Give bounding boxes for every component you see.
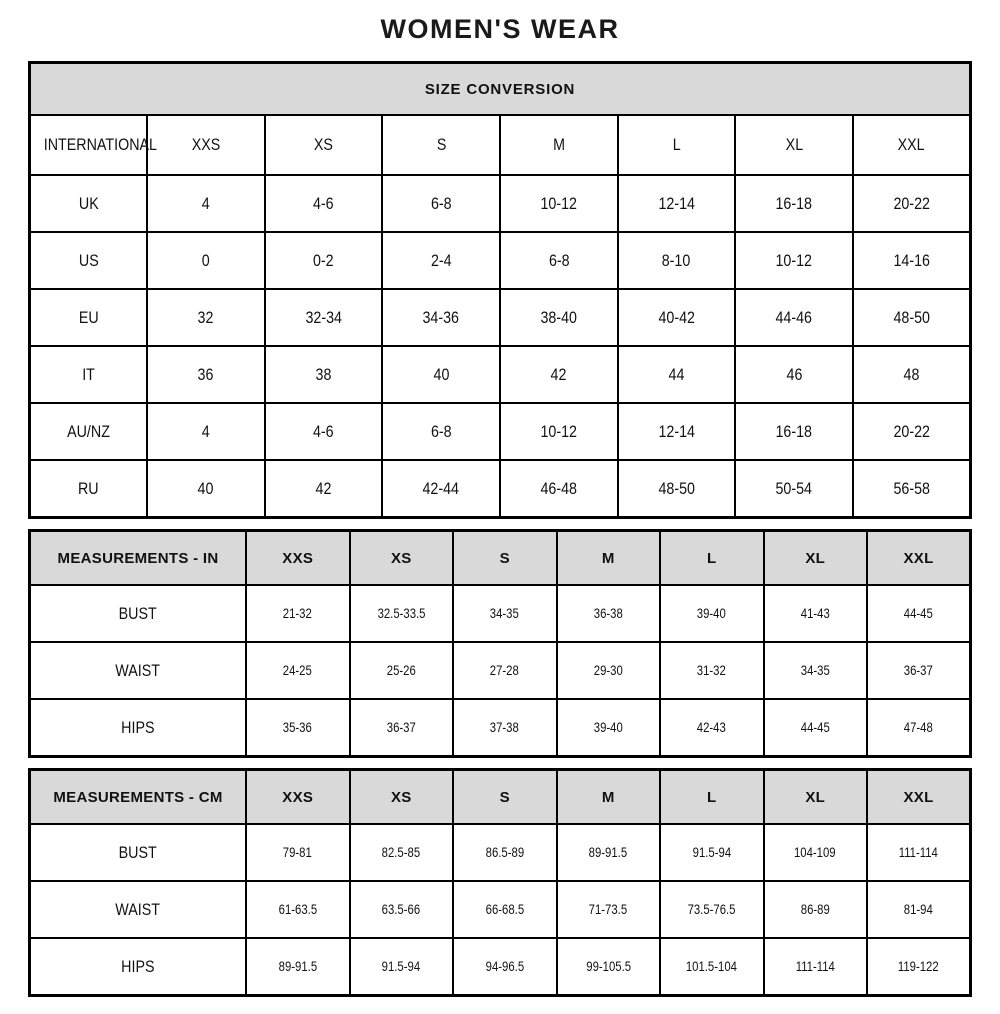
row-label (30, 232, 148, 289)
cell-text: MEASUREMENTS - CM (53, 788, 223, 806)
value-cell (660, 881, 764, 938)
column-header (867, 531, 971, 586)
cell-text: 32 (197, 307, 214, 327)
cell-text: MEASUREMENTS - IN (57, 549, 219, 567)
row-label (30, 699, 247, 757)
table-row (30, 175, 971, 232)
value-cell (660, 642, 764, 699)
cell-text: 86.5-89 (485, 845, 524, 860)
cell-text: 39-40 (593, 720, 623, 735)
cell-text: 50-54 (775, 478, 813, 498)
cell-text: 34-36 (422, 307, 460, 327)
value-cell (246, 881, 350, 938)
cell-text: 94-96.5 (485, 959, 524, 974)
cell-text: XS (314, 135, 334, 154)
column-header (350, 531, 454, 586)
value-cell (660, 824, 764, 881)
corner-header (30, 531, 247, 586)
cell-text: 0 (201, 250, 210, 270)
value-cell (246, 938, 350, 996)
table-row (30, 585, 971, 642)
cell-text: S (436, 135, 446, 154)
cell-text: 111-114 (898, 845, 939, 860)
corner-header (30, 770, 247, 825)
cell-text: US (78, 250, 99, 270)
cell-text: M (552, 135, 565, 154)
cell-text: 38-40 (540, 307, 578, 327)
cell-text: XL (805, 549, 826, 567)
cell-text: 4-6 (313, 421, 334, 441)
cell-text: 36-38 (593, 606, 623, 621)
table-row (30, 824, 971, 881)
cell-text: 20-22 (893, 421, 930, 441)
value-cell (500, 289, 618, 346)
cell-text: AU/NZ (67, 421, 110, 441)
cell-text: 40 (433, 364, 450, 384)
cell-text: WAIST (115, 899, 161, 919)
value-cell (350, 585, 454, 642)
column-header (618, 115, 736, 175)
value-cell (147, 403, 265, 460)
column-header (382, 115, 500, 175)
cell-text: 47-48 (903, 720, 934, 735)
value-cell (453, 881, 557, 938)
cell-text: 37-38 (490, 720, 520, 735)
cell-text: 24-25 (283, 663, 313, 678)
cell-text: 42 (315, 478, 332, 498)
value-cell (147, 460, 265, 518)
cell-text: 36-37 (903, 663, 934, 678)
cell-text: 36 (197, 364, 214, 384)
value-cell (853, 403, 971, 460)
value-cell (618, 346, 736, 403)
value-cell (350, 824, 454, 881)
cell-text: 40-42 (658, 307, 695, 327)
row-label (30, 824, 247, 881)
value-cell (246, 642, 350, 699)
cell-text: XXS (282, 549, 314, 567)
cell-text: RU (78, 478, 99, 498)
value-cell (660, 585, 764, 642)
cell-text: 10-12 (540, 193, 578, 213)
table-header-row (30, 770, 971, 825)
cell-text: BUST (118, 603, 158, 623)
cell-text: L (707, 549, 717, 567)
value-cell (853, 175, 971, 232)
cell-text: 20-22 (893, 193, 930, 213)
value-cell (853, 289, 971, 346)
column-header (246, 770, 350, 825)
cell-text: 34-35 (800, 663, 830, 678)
cell-text: 32-34 (305, 307, 342, 327)
cell-text: XXS (191, 135, 221, 154)
value-cell (147, 346, 265, 403)
cell-text: 10-12 (540, 421, 578, 441)
cell-text: 8-10 (662, 250, 691, 270)
cell-text: 41-43 (800, 606, 830, 621)
column-header (453, 531, 557, 586)
cell-text: XXL (903, 788, 934, 806)
cell-text: 56-58 (893, 478, 930, 498)
value-cell (382, 403, 500, 460)
cell-text: XS (390, 549, 412, 567)
cell-text: 44-46 (775, 307, 813, 327)
value-cell (618, 403, 736, 460)
table-title (30, 63, 971, 116)
cell-text: 81-94 (903, 902, 934, 917)
cell-text: 119-122 (898, 959, 939, 974)
cell-text: 101.5-104 (686, 959, 738, 974)
cell-text: EU (78, 307, 99, 327)
value-cell (557, 824, 661, 881)
cell-text: 16-18 (775, 193, 813, 213)
cell-text: 79-81 (283, 845, 313, 860)
cell-text: 40 (197, 478, 214, 498)
cell-text: 73.5-76.5 (687, 902, 736, 917)
value-cell (764, 938, 868, 996)
value-cell (735, 232, 853, 289)
value-cell (735, 289, 853, 346)
value-cell (557, 642, 661, 699)
cell-text: 91.5-94 (382, 959, 421, 974)
row-label (30, 881, 247, 938)
value-cell (382, 232, 500, 289)
value-cell (867, 642, 971, 699)
cell-text: 46 (786, 364, 803, 384)
column-header (764, 531, 868, 586)
cell-text: UK (78, 193, 99, 213)
table-row (30, 938, 971, 996)
value-cell (618, 460, 736, 518)
corner-header (30, 115, 157, 175)
value-cell (246, 699, 350, 757)
value-cell (500, 403, 618, 460)
cell-text: XS (390, 788, 412, 806)
column-header (350, 770, 454, 825)
cell-text: 36-37 (386, 720, 416, 735)
value-cell (853, 346, 971, 403)
column-header (246, 531, 350, 586)
cell-text: 35-36 (283, 720, 313, 735)
cell-text: 29-30 (593, 663, 623, 678)
cell-text: 99-105.5 (585, 959, 631, 974)
cell-text: 48 (903, 364, 920, 384)
cell-text: 10-12 (775, 250, 813, 270)
value-cell (867, 699, 971, 757)
value-cell (735, 460, 853, 518)
value-cell (618, 175, 736, 232)
measurements-cm-table (28, 768, 972, 997)
value-cell (382, 346, 500, 403)
value-cell (265, 232, 383, 289)
cell-text: 44 (668, 364, 685, 384)
cell-text: 6-8 (430, 421, 452, 441)
value-cell (500, 232, 618, 289)
cell-text: 44-45 (903, 606, 934, 621)
cell-text: 31-32 (697, 663, 727, 678)
value-cell (500, 175, 618, 232)
page-title: WOMEN'S WEAR (380, 14, 620, 44)
cell-text: 42 (550, 364, 567, 384)
value-cell (265, 175, 383, 232)
value-cell (867, 585, 971, 642)
cell-text: 21-32 (283, 606, 313, 621)
cell-text: 12-14 (658, 193, 695, 213)
row-label (30, 585, 247, 642)
cell-text: IT (82, 364, 95, 384)
value-cell (500, 460, 618, 518)
column-header (453, 770, 557, 825)
cell-text: 61-63.5 (278, 902, 317, 917)
value-cell (453, 642, 557, 699)
value-cell (557, 881, 661, 938)
cell-text: 63.5-66 (382, 902, 421, 917)
cell-text: 4 (201, 421, 210, 441)
size-chart-page (0, 14, 1000, 997)
cell-text: 12-14 (658, 421, 695, 441)
cell-text: XXL (897, 135, 925, 154)
table-row (30, 699, 971, 757)
cell-text: 44-45 (800, 720, 830, 735)
cell-text: L (707, 788, 717, 806)
value-cell (500, 346, 618, 403)
value-cell (350, 699, 454, 757)
cell-text: 4 (201, 193, 210, 213)
value-cell (453, 938, 557, 996)
row-label (30, 460, 148, 518)
value-cell (453, 824, 557, 881)
value-cell (853, 232, 971, 289)
table-header-row (30, 531, 971, 586)
value-cell (764, 699, 868, 757)
value-cell (557, 938, 661, 996)
cell-text: WAIST (115, 660, 161, 680)
measurements-in-table (28, 529, 972, 758)
column-header (853, 115, 971, 175)
value-cell (618, 289, 736, 346)
value-cell (147, 232, 265, 289)
cell-text: S (499, 788, 510, 806)
cell-text: 6-8 (548, 250, 570, 270)
column-header (660, 770, 764, 825)
row-label (30, 938, 247, 996)
value-cell (265, 403, 383, 460)
cell-text: 34-35 (490, 606, 520, 621)
cell-text: 4-6 (313, 193, 334, 213)
cell-text: 89-91.5 (278, 959, 317, 974)
cell-text: 0-2 (313, 250, 334, 270)
value-cell (147, 289, 265, 346)
table-row (30, 232, 971, 289)
value-cell (867, 881, 971, 938)
table-row (30, 642, 971, 699)
value-cell (557, 699, 661, 757)
cell-text: XL (805, 788, 826, 806)
value-cell (246, 585, 350, 642)
cell-text: M (601, 788, 615, 806)
value-cell (265, 346, 383, 403)
value-cell (246, 824, 350, 881)
table-row (30, 289, 971, 346)
value-cell (265, 460, 383, 518)
value-cell (660, 699, 764, 757)
cell-text: 2-4 (430, 250, 452, 270)
cell-text: XL (785, 135, 803, 154)
cell-text: 104-109 (794, 845, 837, 860)
cell-text: 48-50 (893, 307, 930, 327)
value-cell (867, 824, 971, 881)
cell-text: S (499, 549, 510, 567)
size-conversion-table (28, 61, 972, 519)
value-cell (382, 175, 500, 232)
column-header (660, 531, 764, 586)
column-header (735, 115, 853, 175)
value-cell (350, 938, 454, 996)
cell-text: 111-114 (795, 959, 835, 974)
row-label (30, 346, 148, 403)
cell-text: SIZE CONVERSION (424, 80, 576, 98)
value-cell (265, 289, 383, 346)
column-header (557, 531, 661, 586)
cell-text: 42-43 (697, 720, 727, 735)
value-cell (557, 585, 661, 642)
value-cell (764, 585, 868, 642)
cell-text: 89-91.5 (589, 845, 628, 860)
cell-text: 82.5-85 (382, 845, 421, 860)
column-header (500, 115, 618, 175)
cell-text: 16-18 (775, 421, 813, 441)
value-cell (660, 938, 764, 996)
table-row (30, 403, 971, 460)
table-row (30, 881, 971, 938)
cell-text: 39-40 (697, 606, 727, 621)
value-cell (382, 289, 500, 346)
cell-text: 38 (315, 364, 332, 384)
value-cell (147, 175, 265, 232)
column-header (764, 770, 868, 825)
cell-text: L (672, 135, 681, 154)
cell-text: 86-89 (800, 902, 830, 917)
column-header (557, 770, 661, 825)
column-header (867, 770, 971, 825)
value-cell (867, 938, 971, 996)
cell-text: XXS (282, 788, 314, 806)
table-header-row (30, 115, 971, 175)
value-cell (764, 824, 868, 881)
value-cell (350, 881, 454, 938)
value-cell (382, 460, 500, 518)
cell-text: 91.5-94 (692, 845, 731, 860)
row-label (30, 642, 247, 699)
cell-text: HIPS (121, 956, 155, 976)
value-cell (735, 175, 853, 232)
value-cell (735, 346, 853, 403)
row-label (30, 403, 148, 460)
cell-text: INTERNATIONAL (43, 135, 157, 154)
value-cell (764, 881, 868, 938)
cell-text: 46-48 (540, 478, 578, 498)
row-label (30, 289, 148, 346)
value-cell (764, 642, 868, 699)
table-row (30, 346, 971, 403)
value-cell (618, 232, 736, 289)
cell-text: HIPS (121, 717, 155, 737)
cell-text: 27-28 (490, 663, 520, 678)
cell-text: M (601, 549, 615, 567)
cell-text: 6-8 (430, 193, 452, 213)
cell-text: 66-68.5 (485, 902, 524, 917)
cell-text: BUST (118, 842, 158, 862)
value-cell (853, 460, 971, 518)
column-header (147, 115, 265, 175)
table-row (30, 460, 971, 518)
table-title-row (30, 63, 971, 116)
cell-text: 48-50 (658, 478, 695, 498)
row-label (30, 175, 148, 232)
cell-text: XXL (903, 549, 934, 567)
value-cell (453, 699, 557, 757)
cell-text: 42-44 (422, 478, 460, 498)
cell-text: 71-73.5 (589, 902, 628, 917)
cell-text: 32.5-33.5 (377, 606, 426, 621)
column-header (265, 115, 383, 175)
value-cell (350, 642, 454, 699)
value-cell (735, 403, 853, 460)
cell-text: 25-26 (386, 663, 416, 678)
cell-text: 14-16 (893, 250, 930, 270)
value-cell (453, 585, 557, 642)
